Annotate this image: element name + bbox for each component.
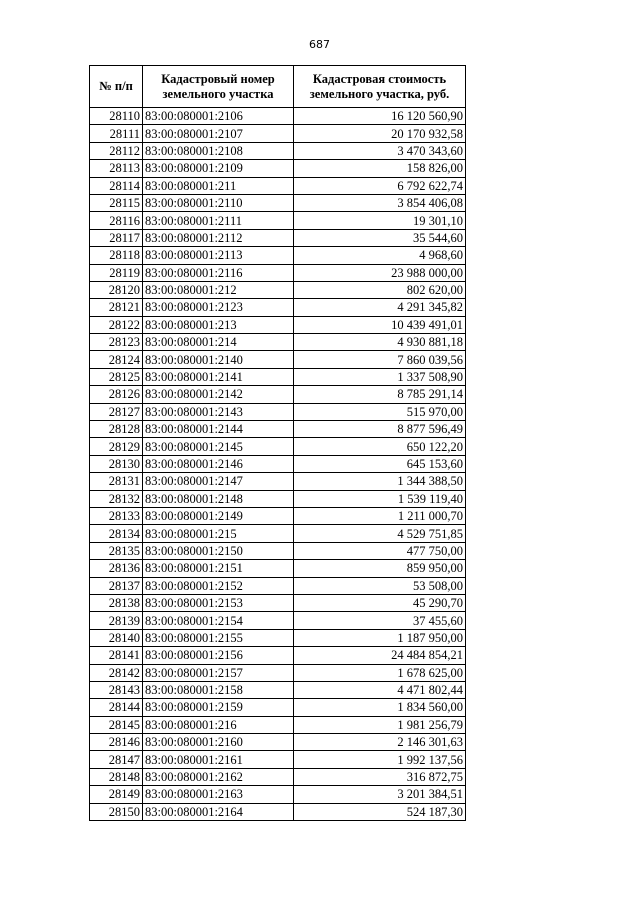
cadastral-number-cell: 83:00:080001:216 (143, 716, 294, 733)
cadastral-value-cell: 10 439 491,01 (294, 316, 466, 333)
row-number-cell: 28132 (90, 490, 143, 507)
table-row (90, 281, 466, 298)
cadastral-value-cell: 477 750,00 (294, 542, 466, 559)
cadastral-value-cell: 1 678 625,00 (294, 664, 466, 681)
table-row (90, 177, 466, 194)
cadastral-value-cell: 1 981 256,79 (294, 716, 466, 733)
cadastral-number-cell: 83:00:080001:2151 (143, 560, 294, 577)
cadastral-value-cell: 645 153,60 (294, 455, 466, 472)
table-row (90, 108, 466, 125)
row-number-cell: 28118 (90, 247, 143, 264)
cadastral-value-cell: 6 792 622,74 (294, 177, 466, 194)
row-number-cell: 28130 (90, 455, 143, 472)
cadastral-value-cell: 1 344 388,50 (294, 473, 466, 490)
cadastral-value-cell: 1 539 119,40 (294, 490, 466, 507)
row-number-cell: 28115 (90, 194, 143, 211)
table-body (90, 108, 466, 821)
cadastral-value-table (89, 65, 466, 821)
table-row (90, 612, 466, 629)
table-header-row (90, 66, 466, 108)
cadastral-number-cell: 83:00:080001:2154 (143, 612, 294, 629)
row-number-cell: 28113 (90, 160, 143, 177)
cadastral-number-cell: 83:00:080001:2153 (143, 594, 294, 611)
cadastral-number-cell: 83:00:080001:2116 (143, 264, 294, 281)
row-number-cell: 28150 (90, 803, 143, 820)
table-row (90, 768, 466, 785)
row-number-cell: 28148 (90, 768, 143, 785)
table-row (90, 229, 466, 246)
table-row (90, 438, 466, 455)
cadastral-number-cell: 83:00:080001:2150 (143, 542, 294, 559)
table-row (90, 560, 466, 577)
row-number-cell: 28121 (90, 299, 143, 316)
table-row (90, 403, 466, 420)
table-row (90, 594, 466, 611)
cadastral-number-cell: 83:00:080001:2123 (143, 299, 294, 316)
row-number-cell: 28143 (90, 681, 143, 698)
cadastral-value-cell: 2 146 301,63 (294, 734, 466, 751)
table-row (90, 473, 466, 490)
table-row (90, 351, 466, 368)
table-row (90, 368, 466, 385)
row-number-cell: 28120 (90, 281, 143, 298)
row-number-cell: 28122 (90, 316, 143, 333)
cadastral-value-cell: 4 968,60 (294, 247, 466, 264)
cadastral-value-cell: 4 471 802,44 (294, 681, 466, 698)
row-number-cell: 28112 (90, 142, 143, 159)
cadastral-value-cell: 524 187,30 (294, 803, 466, 820)
cadastral-value-cell: 859 950,00 (294, 560, 466, 577)
cadastral-number-cell: 83:00:080001:2158 (143, 681, 294, 698)
cadastral-value-cell: 23 988 000,00 (294, 264, 466, 281)
cadastral-value-cell: 1 211 000,70 (294, 507, 466, 524)
cadastral-value-cell: 24 484 854,21 (294, 647, 466, 664)
cadastral-value-cell: 4 930 881,18 (294, 334, 466, 351)
cadastral-value-cell: 20 170 932,58 (294, 125, 466, 142)
row-number-cell: 28119 (90, 264, 143, 281)
table-row (90, 803, 466, 820)
cadastral-value-cell: 158 826,00 (294, 160, 466, 177)
table-row (90, 455, 466, 472)
table-row (90, 160, 466, 177)
table-row (90, 786, 466, 803)
cadastral-value-cell: 316 872,75 (294, 768, 466, 785)
table-row (90, 125, 466, 142)
cadastral-number-cell: 83:00:080001:2148 (143, 490, 294, 507)
table-row (90, 629, 466, 646)
cadastral-value-cell: 45 290,70 (294, 594, 466, 611)
table-row (90, 334, 466, 351)
cadastral-number-cell: 83:00:080001:2106 (143, 108, 294, 125)
cadastral-number-cell: 83:00:080001:2142 (143, 386, 294, 403)
row-number-cell: 28117 (90, 229, 143, 246)
cadastral-number-cell: 83:00:080001:215 (143, 525, 294, 542)
row-number-cell: 28128 (90, 421, 143, 438)
row-number-cell: 28116 (90, 212, 143, 229)
cadastral-number-cell: 83:00:080001:213 (143, 316, 294, 333)
cadastral-number-cell: 83:00:080001:2110 (143, 194, 294, 211)
row-number-cell: 28127 (90, 403, 143, 420)
cadastral-number-cell: 83:00:080001:2143 (143, 403, 294, 420)
cadastral-value-cell: 3 470 343,60 (294, 142, 466, 159)
cadastral-number-cell: 83:00:080001:2162 (143, 768, 294, 785)
row-number-cell: 28138 (90, 594, 143, 611)
cadastral-value-cell: 8 785 291,14 (294, 386, 466, 403)
row-number-cell: 28114 (90, 177, 143, 194)
row-number-cell: 28129 (90, 438, 143, 455)
cadastral-number-cell: 83:00:080001:2108 (143, 142, 294, 159)
cadastral-number-cell: 83:00:080001:2111 (143, 212, 294, 229)
row-number-cell: 28139 (90, 612, 143, 629)
cadastral-number-cell: 83:00:080001:2157 (143, 664, 294, 681)
cadastral-value-cell: 7 860 039,56 (294, 351, 466, 368)
cadastral-number-cell: 83:00:080001:212 (143, 281, 294, 298)
cadastral-number-cell: 83:00:080001:2109 (143, 160, 294, 177)
row-number-cell: 28135 (90, 542, 143, 559)
table-row (90, 734, 466, 751)
row-number-cell: 28142 (90, 664, 143, 681)
cadastral-value-cell: 802 620,00 (294, 281, 466, 298)
cadastral-number-cell: 83:00:080001:2140 (143, 351, 294, 368)
row-number-cell: 28146 (90, 734, 143, 751)
table-row (90, 647, 466, 664)
row-number-cell: 28145 (90, 716, 143, 733)
cadastral-value-cell: 8 877 596,49 (294, 421, 466, 438)
row-number-cell: 28131 (90, 473, 143, 490)
table-row (90, 681, 466, 698)
cadastral-value-cell: 35 544,60 (294, 229, 466, 246)
row-number-cell: 28124 (90, 351, 143, 368)
cadastral-number-cell: 83:00:080001:2155 (143, 629, 294, 646)
cadastral-number-cell: 83:00:080001:2163 (143, 786, 294, 803)
table-row (90, 299, 466, 316)
row-number-cell: 28126 (90, 386, 143, 403)
row-number-cell: 28149 (90, 786, 143, 803)
page-number: 687 (309, 38, 330, 51)
cadastral-value-cell: 1 992 137,56 (294, 751, 466, 768)
cadastral-value-cell: 3 854 406,08 (294, 194, 466, 211)
cadastral-number-cell: 83:00:080001:2161 (143, 751, 294, 768)
row-number-cell: 28134 (90, 525, 143, 542)
table-row (90, 525, 466, 542)
cadastral-value-cell: 19 301,10 (294, 212, 466, 229)
table-row (90, 716, 466, 733)
cadastral-number-cell: 83:00:080001:2141 (143, 368, 294, 385)
table-row (90, 142, 466, 159)
cadastral-value-cell: 16 120 560,90 (294, 108, 466, 125)
row-number-cell: 28136 (90, 560, 143, 577)
table-row (90, 577, 466, 594)
cadastral-value-cell: 1 834 560,00 (294, 699, 466, 716)
row-number-cell: 28125 (90, 368, 143, 385)
table-row (90, 247, 466, 264)
row-number-cell: 28110 (90, 108, 143, 125)
cadastral-value-cell: 53 508,00 (294, 577, 466, 594)
cadastral-number-cell: 83:00:080001:2146 (143, 455, 294, 472)
cadastral-number-cell: 83:00:080001:2159 (143, 699, 294, 716)
cadastral-value-cell: 1 337 508,90 (294, 368, 466, 385)
cadastral-number-cell: 83:00:080001:2147 (143, 473, 294, 490)
row-number-cell: 28133 (90, 507, 143, 524)
header-cadastral-value: Кадастровая стоимость земельного участка, руб. (294, 66, 466, 108)
cadastral-number-cell: 83:00:080001:2113 (143, 247, 294, 264)
table-row (90, 264, 466, 281)
cadastral-value-cell: 515 970,00 (294, 403, 466, 420)
cadastral-value-cell: 1 187 950,00 (294, 629, 466, 646)
row-number-cell: 28141 (90, 647, 143, 664)
cadastral-value-cell: 37 455,60 (294, 612, 466, 629)
row-number-cell: 28137 (90, 577, 143, 594)
header-row-number: № п/п (90, 66, 143, 108)
cadastral-value-cell: 4 291 345,82 (294, 299, 466, 316)
table-row (90, 421, 466, 438)
table-row (90, 490, 466, 507)
cadastral-number-cell: 83:00:080001:2152 (143, 577, 294, 594)
table-row (90, 194, 466, 211)
cadastral-number-cell: 83:00:080001:211 (143, 177, 294, 194)
cadastral-number-cell: 83:00:080001:2149 (143, 507, 294, 524)
table-row (90, 751, 466, 768)
cadastral-value-cell: 3 201 384,51 (294, 786, 466, 803)
cadastral-value-cell: 650 122,20 (294, 438, 466, 455)
cadastral-number-cell: 83:00:080001:2107 (143, 125, 294, 142)
cadastral-number-cell: 83:00:080001:2145 (143, 438, 294, 455)
row-number-cell: 28140 (90, 629, 143, 646)
table-row (90, 507, 466, 524)
table-row (90, 542, 466, 559)
table-row (90, 664, 466, 681)
cadastral-number-cell: 83:00:080001:2144 (143, 421, 294, 438)
row-number-cell: 28123 (90, 334, 143, 351)
table-row (90, 699, 466, 716)
row-number-cell: 28111 (90, 125, 143, 142)
cadastral-number-cell: 83:00:080001:2164 (143, 803, 294, 820)
cadastral-number-cell: 83:00:080001:2160 (143, 734, 294, 751)
table-row (90, 316, 466, 333)
cadastral-number-cell: 83:00:080001:2156 (143, 647, 294, 664)
cadastral-number-cell: 83:00:080001:2112 (143, 229, 294, 246)
header-cadastral-number: Кадастровый номер земельного участка (143, 66, 294, 108)
row-number-cell: 28147 (90, 751, 143, 768)
cadastral-value-cell: 4 529 751,85 (294, 525, 466, 542)
table-row (90, 386, 466, 403)
table-row (90, 212, 466, 229)
cadastral-number-cell: 83:00:080001:214 (143, 334, 294, 351)
row-number-cell: 28144 (90, 699, 143, 716)
